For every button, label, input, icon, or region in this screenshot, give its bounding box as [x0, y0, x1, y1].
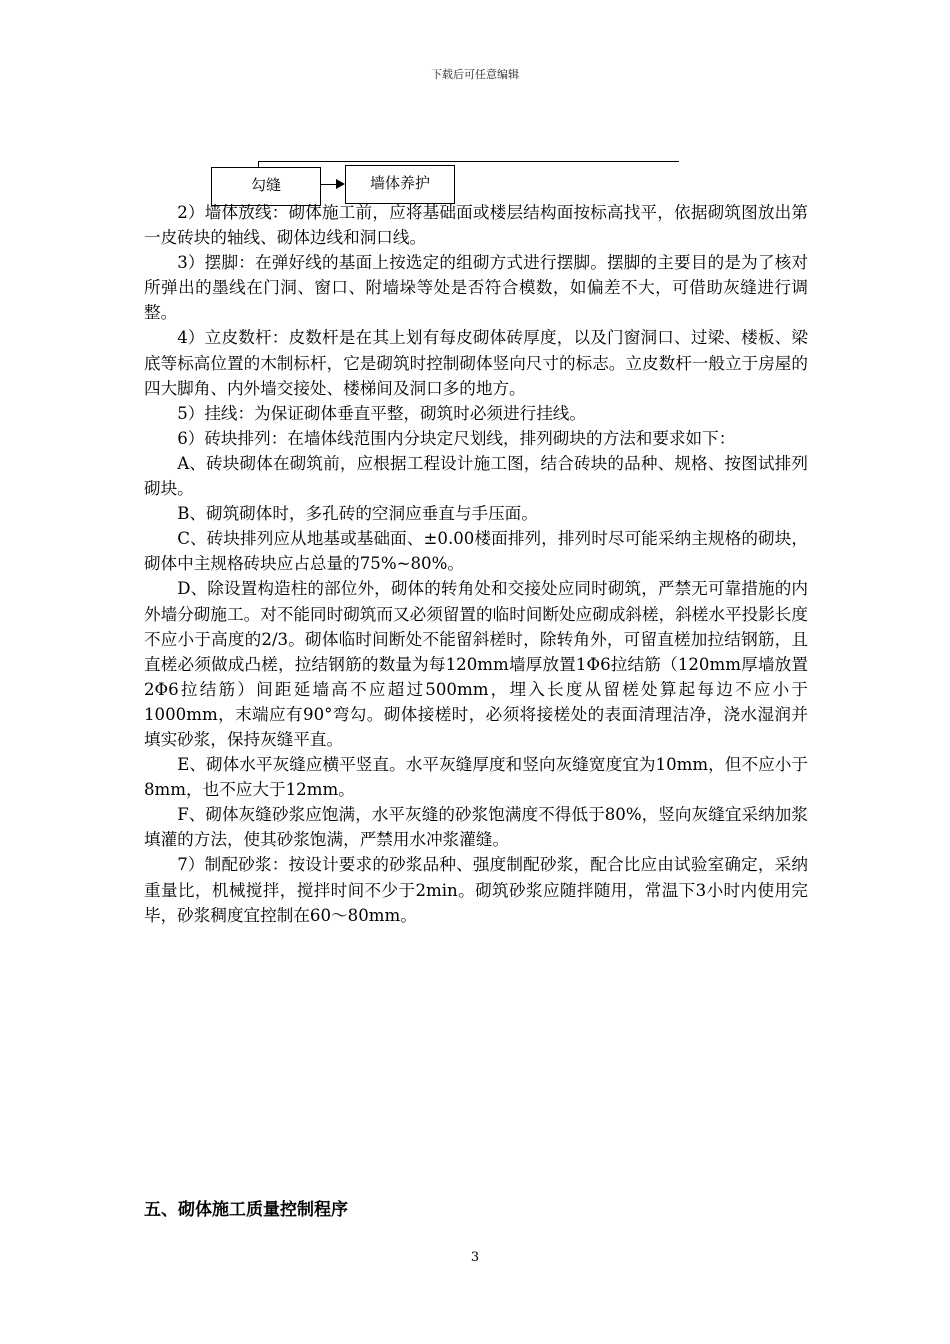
- paragraph-item-f: F、砌体灰缝砂浆应饱满，水平灰缝的砂浆饱满度不得低于80%，竖向灰缝宜采纳加浆填灌的方法，使其砂浆饱满，严禁用水冲浆灌缝。: [144, 805, 808, 850]
- flow-box-curing: 墙体养护: [345, 165, 455, 204]
- paragraph-wall-layout: 2）墙体放线：砌体施工前，应将基础面或楼层结构面按标高找平，依据砌筑图放出第一皮砖块的轴线、砌体边线和洞口线。: [144, 203, 808, 248]
- paragraph-footing: 3）摆脚：在弹好线的基面上按选定的组砌方式进行摆脚。摆脚的主要目的是为了核对所弹出的墨线在门洞、窗口、附墙垛等处是否符合模数，如偏差不大，可借助灰缝进行调整。: [144, 253, 808, 323]
- paragraph-gauge-rod: 4）立皮数杆：皮数杆是在其上划有每皮砌体砖厚度，以及门窗洞口、过梁、楼板、梁底等标高位置的木制标杆，它是砌筑时控制砌体竖向尺寸的标志。立皮数杆一般立于房屋的四大脚角、内外墙交接处、楼梯间及洞口多的地方。: [144, 328, 808, 398]
- body-text: [144, 200, 808, 928]
- paragraph-block-arrangement: 6）砖块排列：在墙体线范围内分块定尺划线，排列砌块的方法和要求如下：: [177, 428, 736, 448]
- page-number: 3: [470, 1250, 480, 1265]
- paragraph-item-d: D、除设置构造柱的部位外，砌体的转角处和交接处应同时砌筑，严禁无可靠措施的内外墙分砌施工。对不能同时砌筑而又必须留置的临时间断处应砌成斜槎，斜槎水平投影长度不应小于高度的2/3。砌体临时间断处不能留斜槎时，除转角外，可留直槎加拉结钢筋，且直槎必须做成凸槎，拉结钢筋的数量为每120mm墙厚放置1Φ6拉结筋（120mm厚墙放置2Φ6拉结筋）间距延墙高不应超过500mm，埋入长度从留槎处算起每边不应小于1000mm，末端应有90°弯勾。砌体接槎时，必须将接槎处的表面清理洁净，浇水湿润并填实砂浆，保持灰缝平直。: [144, 579, 808, 749]
- flow-connector-line: [259, 161, 679, 162]
- paragraph-mortar: 7）制配砂浆：按设计要求的砂浆品种、强度制配砂浆，配合比应由试验室确定，采纳重量比，机械搅拌，搅拌时间不少于2min。砌筑砂浆应随拌随用，常温下3小时内使用完毕，砂浆稠度宜控制在60～80mm。: [144, 855, 808, 925]
- paragraph-item-b: B、砌筑砌体时，多孔砖的空洞应垂直与手压面。: [177, 504, 538, 524]
- page-header: 下载后可任意编辑: [431, 68, 519, 81]
- paragraph-item-c: C、砖块排列应从地基或基础面、±0.00楼面排列，排列时尽可能采纳主规格的砌块，砌体中主规格砖块应占总量的75%~80%。: [144, 529, 808, 574]
- flow-box-pointing: 勾缝: [211, 167, 321, 206]
- paragraph-item-e: E、砌体水平灰缝应横平竖直。水平灰缝厚度和竖向灰缝宽度宜为10mm，但不应小于8mm，也不应大于12mm。: [144, 755, 808, 800]
- flow-arrow-head-icon: [336, 179, 345, 189]
- paragraph-line: 5）挂线：为保证砌体垂直平整，砌筑时必须进行挂线。: [177, 403, 586, 423]
- paragraph-item-a: A、砖块砌体在砌筑前，应根据工程设计施工图，结合砖块的品种、规格、按图试排列砌块。: [144, 453, 808, 499]
- section-title: 五、砌体施工质量控制程序: [144, 1200, 348, 1220]
